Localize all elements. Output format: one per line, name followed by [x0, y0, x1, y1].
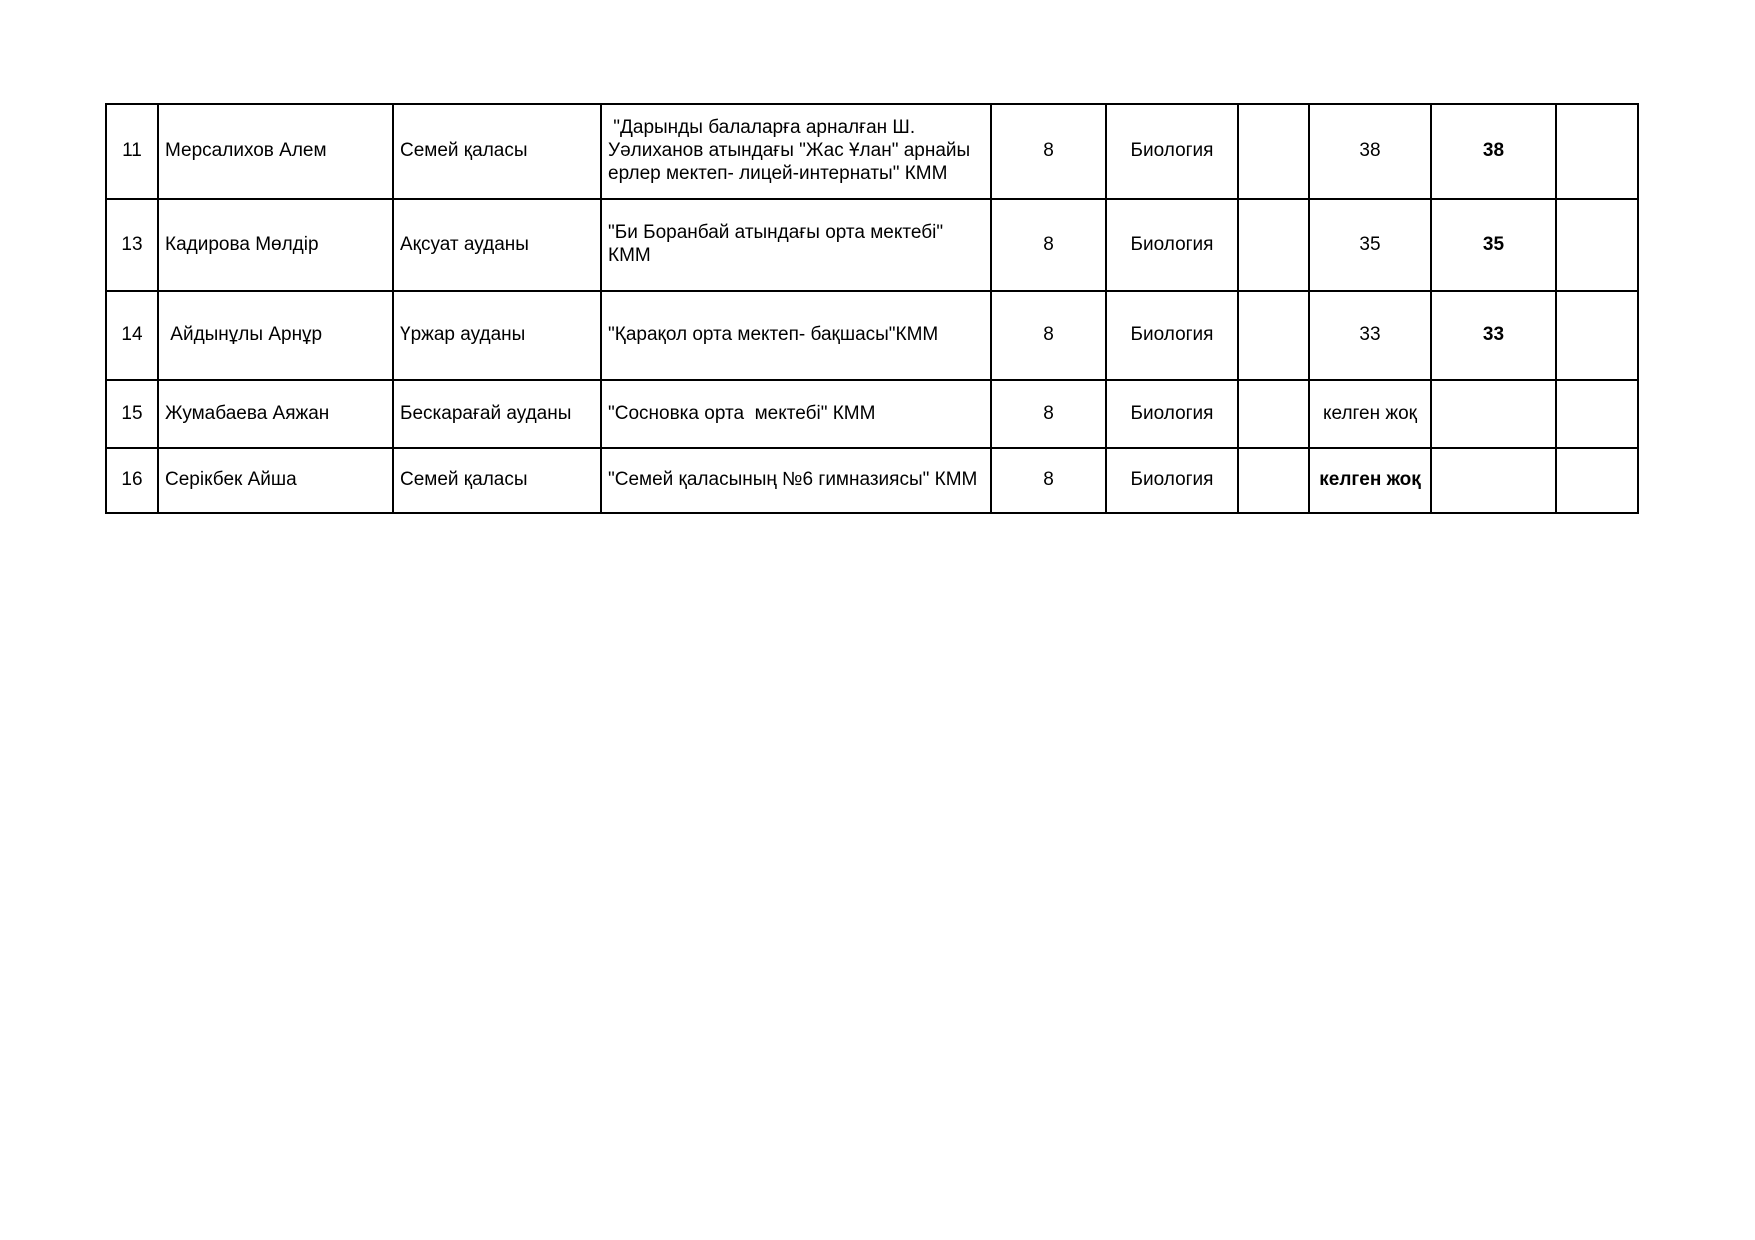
- cell-subject: Биология: [1106, 448, 1238, 513]
- cell-grade: 8: [991, 104, 1106, 199]
- cell-blank: [1238, 104, 1309, 199]
- cell-subject: Биология: [1106, 104, 1238, 199]
- cell-name: Айдынұлы Арнұр: [158, 291, 393, 380]
- cell-school: "Сосновка орта мектебі" КММ: [601, 380, 991, 448]
- cell-score-final: 33: [1431, 291, 1556, 380]
- cell-subject: Биология: [1106, 291, 1238, 380]
- cell-name: Серікбек Айша: [158, 448, 393, 513]
- cell-blank: [1556, 199, 1638, 291]
- cell-school: "Семей қаласының №6 гимназиясы" КММ: [601, 448, 991, 513]
- table-row: [106, 448, 1638, 513]
- cell-blank: [1556, 291, 1638, 380]
- cell-blank: [1238, 380, 1309, 448]
- table-row: [106, 104, 1638, 199]
- cell-subject: Биология: [1106, 380, 1238, 448]
- participants-table: [105, 103, 1639, 514]
- cell-score: келген жоқ: [1309, 448, 1431, 513]
- cell-school: "Қарақол орта мектеп- бақшасы"КММ: [601, 291, 991, 380]
- table-row: [106, 199, 1638, 291]
- cell-grade: 8: [991, 199, 1106, 291]
- cell-district: Ақсуат ауданы: [393, 199, 601, 291]
- cell-score-final: 38: [1431, 104, 1556, 199]
- cell-name: Жумабаева Аяжан: [158, 380, 393, 448]
- cell-grade: 8: [991, 291, 1106, 380]
- cell-score: 33: [1309, 291, 1431, 380]
- cell-district: Бескарағай ауданы: [393, 380, 601, 448]
- cell-blank: [1556, 448, 1638, 513]
- cell-name: Кадирова Мөлдір: [158, 199, 393, 291]
- cell-row-number: 15: [106, 380, 158, 448]
- cell-score: 38: [1309, 104, 1431, 199]
- cell-district: Семей қаласы: [393, 448, 601, 513]
- cell-blank: [1238, 291, 1309, 380]
- table-row: [106, 291, 1638, 380]
- table-row: [106, 380, 1638, 448]
- cell-district: Үржар ауданы: [393, 291, 601, 380]
- cell-school: "Би Боранбай атындағы орта мектебі" КММ: [601, 199, 991, 291]
- cell-score-final: 35: [1431, 199, 1556, 291]
- cell-grade: 8: [991, 448, 1106, 513]
- cell-blank: [1238, 448, 1309, 513]
- cell-blank: [1238, 199, 1309, 291]
- cell-score: келген жоқ: [1309, 380, 1431, 448]
- cell-subject: Биология: [1106, 199, 1238, 291]
- cell-school: "Дарынды балаларға арналған Ш. Уәлиханов атындағы "Жас Ұлан" арнайы ерлер мектеп- лицей-интернаты" КММ: [601, 104, 991, 199]
- cell-row-number: 13: [106, 199, 158, 291]
- cell-score-final: [1431, 448, 1556, 513]
- cell-row-number: 14: [106, 291, 158, 380]
- cell-score-final: [1431, 380, 1556, 448]
- cell-blank: [1556, 104, 1638, 199]
- cell-blank: [1556, 380, 1638, 448]
- cell-grade: 8: [991, 380, 1106, 448]
- cell-score: 35: [1309, 199, 1431, 291]
- cell-row-number: 11: [106, 104, 158, 199]
- cell-row-number: 16: [106, 448, 158, 513]
- cell-name: Мерсалихов Алем: [158, 104, 393, 199]
- cell-district: Семей қаласы: [393, 104, 601, 199]
